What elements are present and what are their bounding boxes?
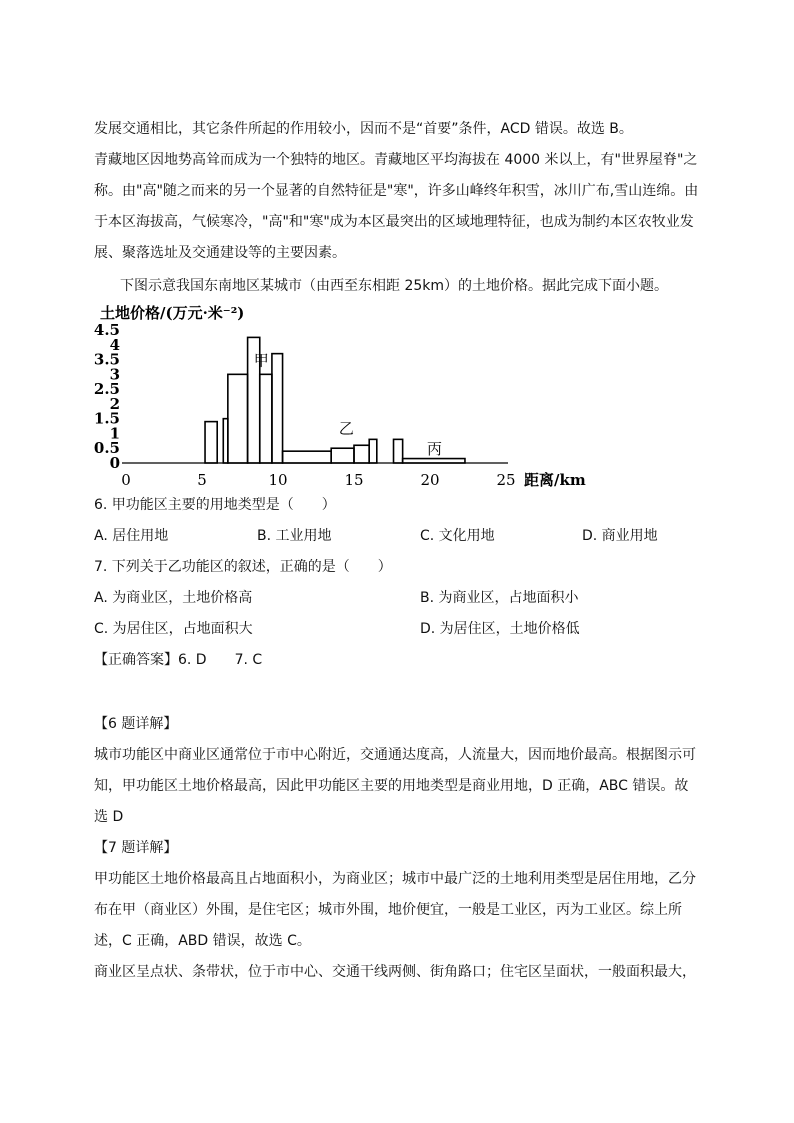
price-step [369,439,377,463]
paragraph-qinghai-tibet: 青藏地区因地势高耸而成为一个独特的地区。青藏地区平均海拔在 4000 米以上，有"世界屋脊"之称。由"高"随之而来的另一个显著的自然特征是"寒"，许多山峰终年积雪，冰川广布,雪山连绵。由于本区海拔高，气候寒冷，"高"和"寒"成为本区最突出的区域地理特征，也成为制约本区农牧业发展、聚落选址及交通建设等的主要因素。 [94,152,699,261]
price-step [331,448,354,463]
x-tick-label: 10 [268,471,288,489]
y-tick-label: 4 [109,335,120,354]
question-intro: 下图示意我国东南地区某城市（由西至东相距 25km）的土地价格。据此完成下面小题。 [120,278,669,294]
price-step [283,451,332,463]
y-tick-label: 4.5 [93,321,120,339]
zone-label: 乙 [338,419,354,438]
x-axis-label: 距离/km [524,471,586,489]
y-axis-ticks [94,321,120,472]
zone-label: 甲 [253,351,269,370]
x-tick-label: 25 [496,471,516,489]
price-step [354,445,369,463]
x-tick-label: 20 [420,471,440,489]
x-tick-label: 15 [344,471,364,489]
question-6-option-b: B. 工业用地 [257,528,332,544]
price-step [228,374,248,463]
x-tick-label: 0 [121,471,131,489]
land-price-chart [93,300,586,490]
question-6-stem: 6. 甲功能区主要的用地类型是（ ） [94,497,336,513]
x-tick-label: 5 [197,471,207,489]
y-axis-label: 土地价格/(万元·米⁻²) [100,304,245,322]
question-7-stem: 7. 下列关于乙功能区的叙述，正确的是（ ） [94,559,392,575]
chart-steps [205,337,465,463]
price-step [272,354,283,463]
price-step [403,459,465,463]
y-tick-label: 2 [109,394,120,413]
y-tick-label: 3 [109,365,120,384]
question-6-option-a: A. 居住用地 [94,528,169,544]
detail-7-extra: 商业区呈点状、条带状，位于市中心、交通干线两侧、街角路口；住宅区呈面状，一般面积最大， [94,964,696,980]
detail-7-heading: 【7 题详解】 [94,840,178,856]
detail-6-heading: 【6 题详解】 [94,716,178,732]
y-tick-label: 1.5 [93,409,120,428]
y-tick-label: 0 [109,454,120,472]
paragraph-conclusion: 发展交通相比，其它条件所起的作用较小，因而不是“首要”条件，ACD 错误。故选 B。 [94,121,633,137]
y-tick-label: 0.5 [93,439,120,458]
question-7-option-b: B. 为商业区，占地面积小 [420,590,579,606]
x-axis-ticks [121,471,515,489]
answer-line: 【正确答案】6. D 7. C [94,652,263,668]
detail-7-text: 甲功能区土地价格最高且占地面积小，为商业区；城市中最广泛的土地利用类型是居住用地，乙分布在甲（商业区）外围，是住宅区；城市外围，地价便宜，一般是工业区，丙为工业区。综上所述，C 正确，ABD 错误，故选 C。 [94,871,696,949]
y-tick-label: 1 [109,424,120,443]
y-tick-label: 2.5 [93,380,120,399]
detail-6-text: 城市功能区中商业区通常位于市中心附近，交通通达度高，人流量大，因而地价最高。根据图示可知，甲功能区土地价格最高，因此甲功能区主要的用地类型是商业用地，D 正确，ABC 错误。故选 D [94,747,696,825]
question-6-option-d: D. 商业用地 [582,528,658,544]
question-7-option-d: D. 为居住区，土地价格低 [420,621,580,637]
question-7-option-c: C. 为居住区，占地面积大 [94,621,253,637]
zone-label: 丙 [427,440,443,459]
y-tick-label: 3.5 [93,350,120,369]
question-7-option-a: A. 为商业区，土地价格高 [94,590,253,606]
question-6-option-c: C. 文化用地 [420,528,495,544]
price-step [205,422,217,463]
price-step [394,439,403,463]
price-step [260,374,272,463]
